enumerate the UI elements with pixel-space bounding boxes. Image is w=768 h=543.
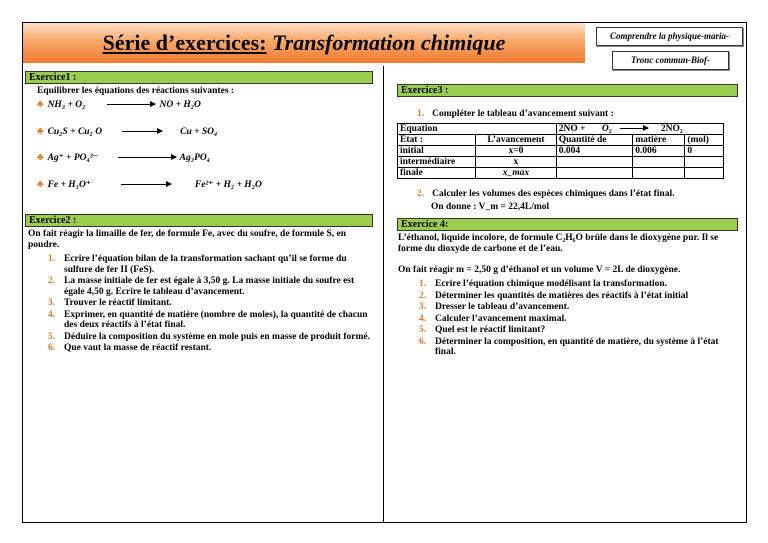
table-cell: initial: [398, 146, 476, 157]
arrow-icon: [620, 128, 648, 129]
ex1-equation-3: [37, 152, 210, 163]
table-cell: [556, 168, 632, 179]
eq4-left: Fe + H₃O⁺: [47, 180, 91, 190]
ex2-intro: On fait réagir la limaille de fer, de formule Fe, avec du soufre, de formule S, en poudre.: [28, 229, 347, 250]
arrow-icon: [121, 184, 171, 185]
list-item: 1. Ecrire l’équation bilan de la transformation sachant qu’il se forme du sulfure de fer II (FeS).: [48, 254, 347, 275]
table-cell: matière: [633, 135, 685, 146]
table-row: [398, 146, 724, 157]
list-item: 1. Ecrire l’équation chimique modélisant la transformation.: [419, 279, 668, 289]
table-cell: [685, 168, 724, 179]
bullet-icon: ♣: [37, 126, 44, 137]
table-cell: L’avancement: [476, 135, 557, 146]
ex4-intro-1: L’éthanol, liquide incolore, de formule C₂H₆O brûle dans le dioxygène pur. Il se forme du dioxyde de carbone et de l’eau.: [398, 233, 719, 254]
eq3-right: Ag₃PO₄: [179, 153, 211, 163]
advancement-table: [397, 123, 724, 179]
list-item: 6. Que vaut la masse de réactif restant.: [48, 343, 212, 353]
eq1-left: NH₃ + O₂: [47, 100, 86, 110]
eq3-left: Ag⁺ + PO₄³⁻: [47, 153, 98, 163]
badge-comprendre: Comprendre la physique-maria-: [596, 27, 743, 46]
table-cell: 2NO + O₂ 2NO₂: [556, 124, 723, 135]
ex3-question-2: 2. Calculer les volumes des espèces chimiques dans l’état final.: [417, 189, 675, 199]
arrow-icon: [118, 157, 176, 158]
table-cell: [556, 157, 632, 168]
ex4-question-list: [419, 279, 737, 359]
table-cell: (mol): [685, 135, 724, 146]
table-cell: x=0: [476, 146, 557, 157]
table-cell: [633, 157, 685, 168]
table-cell: finale: [398, 168, 476, 179]
bullet-icon: ♣: [37, 179, 44, 190]
list-item: 3. Trouver le réactif limitant.: [48, 298, 172, 308]
ex1-header: Exercice1 :: [25, 71, 373, 84]
bullet-icon: ♣: [37, 99, 44, 110]
page-title: [23, 23, 585, 63]
eq4-right: Fe²⁺ + H₂ + H₂O: [194, 180, 262, 190]
table-row: [398, 124, 724, 135]
arrow-icon: [107, 104, 155, 105]
list-item: 3. Dresser le tableau d’avancement.: [419, 302, 570, 312]
eq1-right: NO + H₂O: [159, 100, 201, 110]
table-cell: 0.004: [556, 146, 632, 157]
column-divider: [383, 66, 384, 523]
table-cell: 0: [685, 146, 724, 157]
table-cell: x: [476, 157, 557, 168]
ex4-intro-2: On fait réagir m = 2,50 g d’éthanol et un volume V = 2L de dioxygène.: [398, 265, 681, 275]
table-cell: 0.006: [633, 146, 685, 157]
table-row: [398, 157, 724, 168]
list-item: 2. Déterminer les quantités de matières des réactifs à l’état initial: [419, 290, 689, 301]
ex1-intro: Equilibrer les équations des réactions suivantes :: [37, 86, 235, 96]
list-item: 5. Déduire la composition du système en mole puis en masse de produit formé.: [48, 331, 371, 342]
table-row: [398, 168, 724, 179]
ex2-question-list: [48, 254, 374, 355]
title-sub: Transformation chimique: [272, 30, 506, 55]
ex3-header: Exercice3 :: [397, 84, 738, 97]
list-item: 6. Déterminer la composition, en quantité de matière, du système à l’état final.: [419, 336, 719, 357]
eq2-left: Cu₂S + Cu₂ O: [47, 127, 103, 137]
ex2-header: Exercice2 :: [25, 214, 373, 227]
badge-tronc-commun: Tronc commun-Biof-: [612, 51, 729, 70]
table-cell: [685, 157, 724, 168]
ex3-given: On donne : V_m = 22,4L/mol: [431, 202, 550, 212]
ex3-question-1: 1. Compléter le tableau d’avancement suivant :: [417, 109, 614, 119]
ex1-equation-2: [37, 126, 217, 137]
bullet-icon: ♣: [37, 152, 44, 163]
ex4-header: Exercice 4:: [397, 218, 738, 231]
table-cell: Quantité de: [556, 135, 632, 146]
list-item: 4. Calculer l’avancement maximal.: [419, 313, 567, 324]
ex1-equation-1: [37, 99, 201, 110]
table-row: [398, 135, 724, 146]
title-main: Série d’exercices:: [102, 30, 267, 55]
table-cell: Equation: [398, 124, 557, 135]
list-item: 2. La masse initiale de fer est égale à 3,50 g. La masse initiale du soufre est égale 4,50 g. Ecrire le tableau d’avancement.: [48, 276, 355, 297]
ex1-equation-4: [37, 179, 262, 190]
table-cell: Etat :: [398, 135, 476, 146]
list-item: 5. Quel est le réactif limitant?: [419, 325, 546, 335]
table-cell: intermédiaire: [398, 157, 476, 168]
table-cell: x_max: [476, 168, 557, 179]
table-cell: [633, 168, 685, 179]
list-item: 4. Exprimer, en quantité de matière (nombre de moles), la quantité de chacun des deux réactifs à l’état final.: [48, 309, 368, 330]
arrow-icon: [122, 131, 162, 132]
eq2-right: Cu + SO₄: [180, 127, 218, 137]
title-banner: [23, 23, 585, 63]
